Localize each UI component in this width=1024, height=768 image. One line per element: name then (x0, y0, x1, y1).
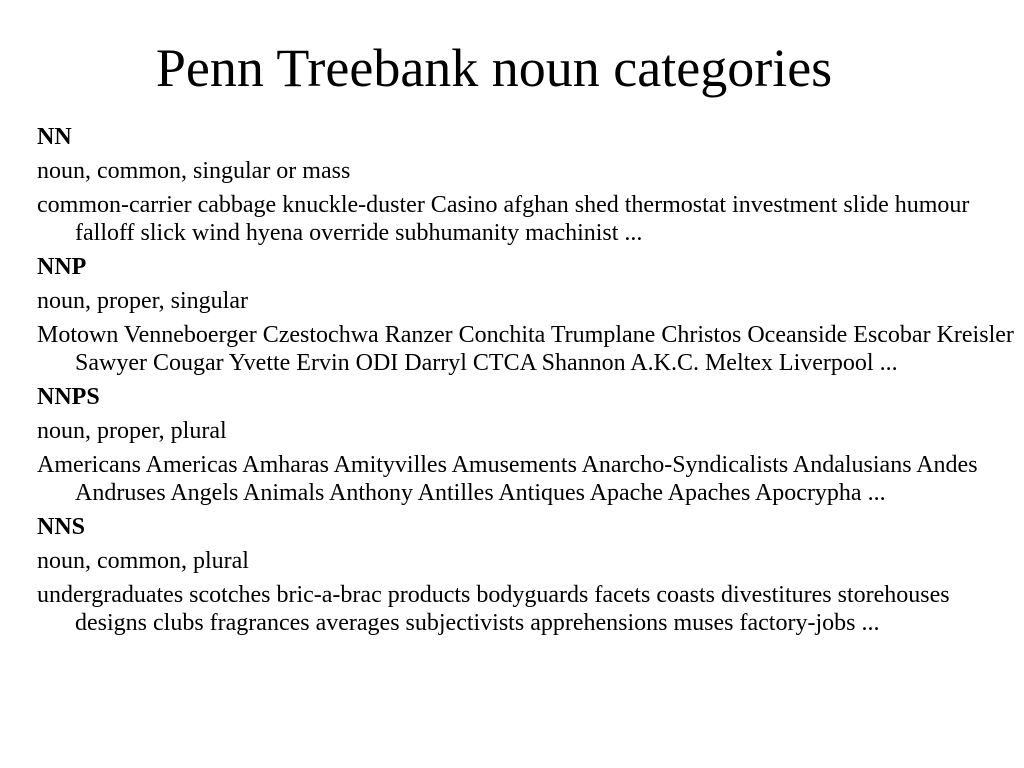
category-description: noun, common, singular or mass (37, 158, 351, 184)
category-description: noun, proper, plural (37, 418, 227, 444)
category-examples: common-carrier cabbage knuckle-duster Casino afghan shed thermostat investment slide humour falloff slick wind hyena override subhumanity machinist ... (37, 192, 970, 246)
category-examples: Americans Americas Amharas Amityvilles Amusements Anarcho-Syndicalists Andalusians Andes Andruses Angels Animals Anthony Antilles Antiques Apache Apaches Apocrypha ... (37, 452, 978, 506)
category-tag: NN (37, 124, 72, 150)
noun-category-list (37, 123, 1017, 643)
category-examples: Motown Venneboerger Czestochwa Ranzer Conchita Trumplane Christos Oceanside Escobar Kreisler Sawyer Cougar Yvette Ervin ODI Darryl CTCA Shannon A.K.C. Meltex Liverpool ... (37, 322, 1014, 376)
category-nnp (37, 253, 1017, 377)
category-description: noun, common, plural (37, 548, 249, 574)
category-nnps (37, 383, 1017, 507)
category-nns (37, 513, 1017, 637)
category-tag: NNPS (37, 384, 100, 410)
category-description: noun, proper, singular (37, 288, 248, 314)
slide-title: Penn Treebank noun categories (155, 38, 833, 98)
category-examples: undergraduates scotches bric-a-brac products bodyguards facets coasts divestitures storehouses designs clubs fragrances averages subjectivists apprehensions muses factory-jobs ... (37, 582, 950, 636)
category-nn (37, 123, 1017, 247)
category-tag: NNP (37, 254, 87, 280)
category-tag: NNS (37, 514, 86, 540)
